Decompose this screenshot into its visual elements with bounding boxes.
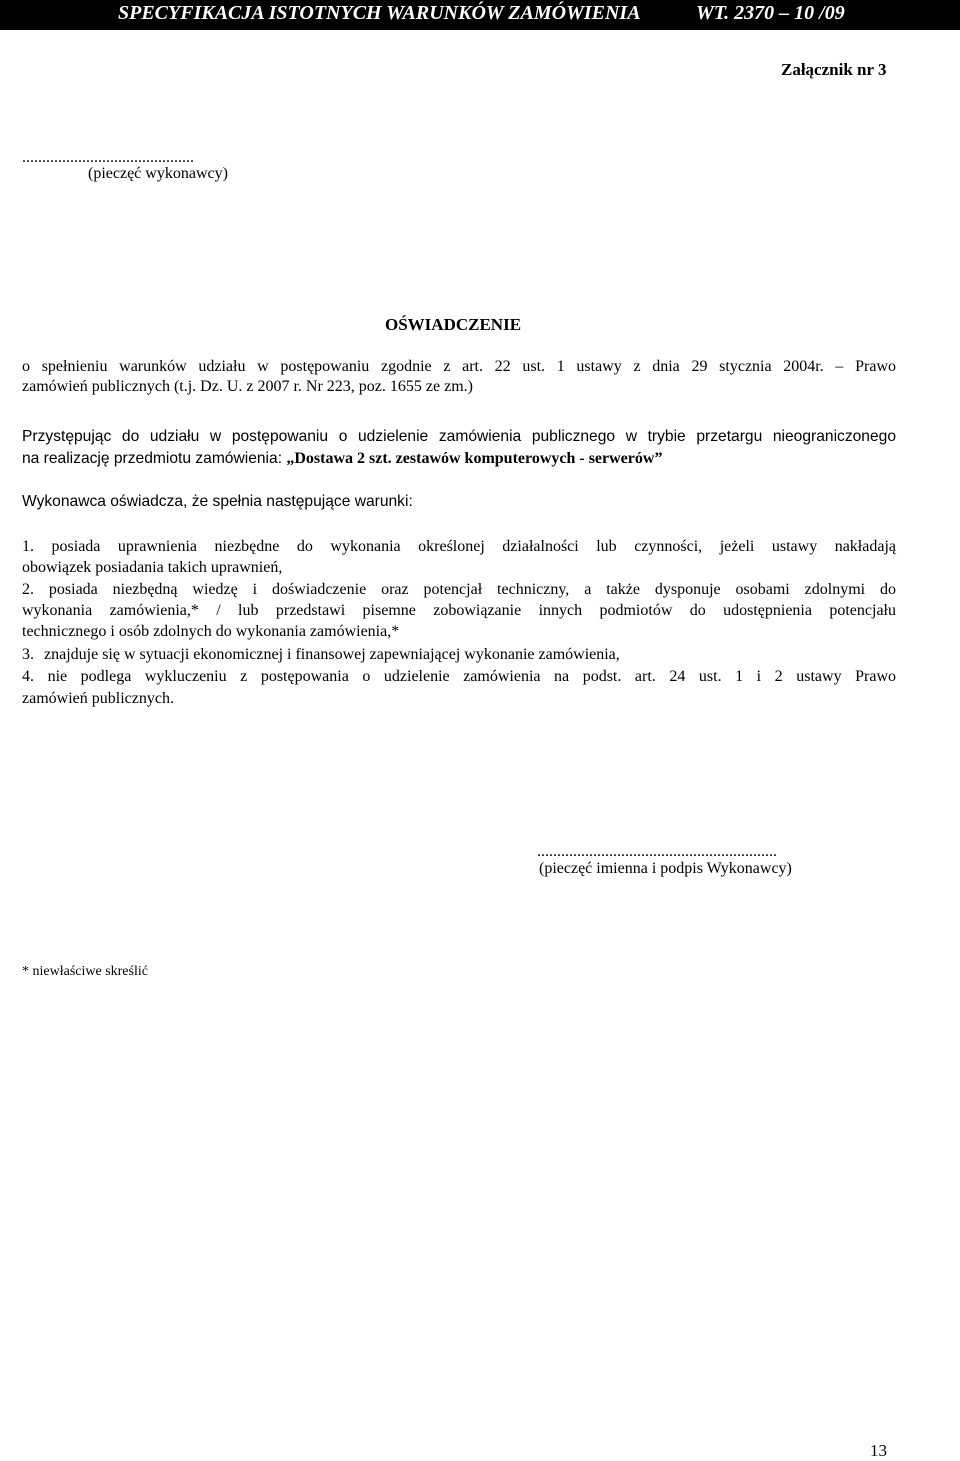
condition-number: 2.: [22, 581, 34, 598]
condition-line: [22, 537, 896, 557]
condition-line: technicznego i osób zdolnych do wykonania zamówienia,*: [22, 623, 400, 640]
attachment-label: Załącznik nr 3: [781, 60, 887, 79]
condition-line: obowiązek posiadania takich uprawnień,: [22, 559, 283, 576]
condition-number: 1.: [22, 538, 34, 555]
condition-line: [22, 645, 620, 665]
intro-line-2: [22, 449, 662, 469]
order-subject: „Dostawa 2 szt. zestawów komputerowych - serwerów”: [286, 450, 663, 467]
condition-number: 3.: [22, 646, 34, 663]
contractor-statement: Wykonawca oświadcza, że spełnia następujące warunki:: [22, 493, 413, 510]
condition-text: posiada niezbędną wiedzę i doświadczenie oraz potencjał techniczny, a także dysponuje osobami zdolnymi do: [48, 581, 896, 598]
condition-line: [22, 580, 896, 600]
condition-line: zamówień publicznych.: [22, 690, 174, 707]
contractor-stamp-dots: ...........................................: [22, 149, 194, 166]
page-number: 13: [870, 1441, 887, 1460]
condition-text: nie podlega wykluczeniu z postępowania o udzielenie zamówienia na podst. art. 24 ust. 1 i 2 ustawy Prawo: [47, 668, 897, 685]
contractor-stamp-caption: (pieczęć wykonawcy): [88, 165, 228, 182]
intro-line-2-prefix: na realizację przedmiotu zamówienia:: [22, 450, 287, 467]
legal-basis-line-2: zamówień publicznych (t.j. Dz. U. z 2007 r. Nr 223, poz. 1655 ze zm.): [22, 378, 473, 395]
header-bar: [0, 0, 960, 30]
declaration-title: OŚWIADCZENIE: [385, 315, 522, 334]
signature-caption: (pieczęć imienna i podpis Wykonawcy): [539, 860, 792, 877]
legal-basis-line-1: o spełnieniu warunków udziału w postępowaniu zgodnie z art. 22 ust. 1 ustawy z dnia 29 stycznia 2004r. – Prawo: [22, 358, 896, 375]
footnote: * niewłaściwe skreślić: [22, 964, 148, 979]
condition-line: [22, 667, 896, 687]
condition-line: wykonania zamówienia,* / lub przedstawi pisemne zobowiązanie innych podmiotów do udostępnienia potencjału: [22, 602, 896, 619]
condition-number: 4.: [22, 668, 34, 685]
document-code: WT. 2370 – 10 /09: [696, 2, 845, 24]
document-title: SPECYFIKACJA ISTOTNYCH WARUNKÓW ZAMÓWIENIA: [118, 2, 641, 24]
intro-line-1: Przystępując do udziału w postępowaniu o udzielenie zamówienia publicznego w trybie przetargu nieograniczonego: [22, 428, 896, 445]
condition-text: znajduje się w sytuacji ekonomicznej i finansowej zapewniającej wykonanie zamówienia,: [44, 646, 620, 663]
signature-dots: ............................................................: [537, 843, 777, 860]
condition-text: posiada uprawnienia niezbędne do wykonania określonej działalności lub czynności, jeżeli ustawy nakładają: [51, 538, 897, 555]
